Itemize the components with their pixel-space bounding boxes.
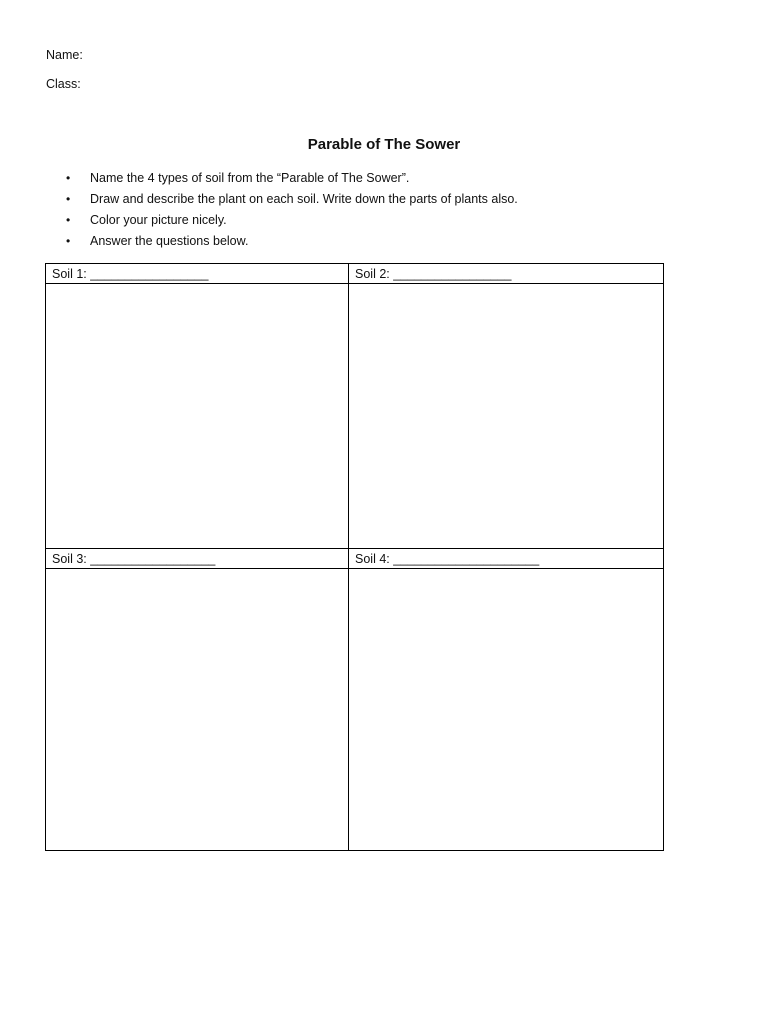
soil-3-label: Soil 3: __________________ xyxy=(52,552,216,566)
instruction-text: Answer the questions below. xyxy=(90,234,249,248)
instruction-item xyxy=(66,232,518,253)
soil-4-drawing-area[interactable] xyxy=(349,569,663,850)
instruction-text: Draw and describe the plant on each soil. Write down the parts of plants also. xyxy=(90,192,518,206)
bullet-icon: • xyxy=(66,234,71,248)
page-title: Parable of The Sower xyxy=(307,136,461,153)
soil-3-drawing-area[interactable] xyxy=(46,569,348,850)
soil-1-label: Soil 1: _________________ xyxy=(52,267,209,281)
bullet-icon: • xyxy=(66,171,71,185)
bullet-icon: • xyxy=(66,213,71,227)
instruction-item xyxy=(66,211,518,232)
instruction-list xyxy=(66,169,518,253)
soil-2-drawing-area[interactable] xyxy=(349,284,663,548)
class-label: Class: xyxy=(46,77,81,91)
instruction-item xyxy=(66,169,518,190)
soil-table xyxy=(45,263,664,851)
name-label: Name: xyxy=(46,48,83,62)
instruction-text: Color your picture nicely. xyxy=(90,213,227,227)
soil-1-drawing-area[interactable] xyxy=(46,284,348,548)
soil-2-label: Soil 2: _________________ xyxy=(355,267,512,281)
instruction-text: Name the 4 types of soil from the “Parable of The Sower”. xyxy=(90,171,410,185)
soil-4-label: Soil 4: _____________________ xyxy=(355,552,540,566)
instruction-item xyxy=(66,190,518,211)
bullet-icon: • xyxy=(66,192,71,206)
